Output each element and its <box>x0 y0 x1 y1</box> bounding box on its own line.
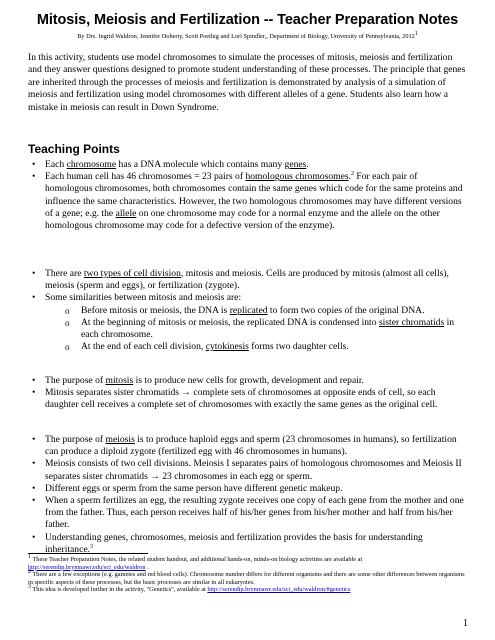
bullet-group-2 <box>28 268 467 353</box>
section-heading: Teaching Points <box>28 142 120 156</box>
footnote-ref-2: 2 <box>350 171 354 178</box>
sub-bullets-similarities <box>45 305 467 354</box>
footnote-1-link[interactable]: http://serendip.brynmawr.edu/sci_edu/waldron <box>28 563 146 571</box>
term-sister-chromatids: sister chromatids <box>378 316 445 328</box>
footnote-1: $^1$ These Teacher Preparation Notes, the related student handout, and additional hands-on, minds-on biology activities are available at http://serendip.brynmawr.edu/sci_edu/waldron . <box>28 553 363 571</box>
footnote-ref-1: 1 <box>414 30 418 37</box>
bullet-different-eggs: • Different eggs or sperm from the same person have different genetic makeup. <box>28 483 467 495</box>
footnote-3: $^3$ This idea is developed further in the activity, "Genetics", available at http://serendip.brynmawr.edu/sci_edu/waldron/#genetics <box>28 584 351 594</box>
footnote-divider <box>28 553 148 554</box>
bullet-chromosome: • Each chromosome has a DNA molecule which contains many genes. <box>28 159 467 171</box>
term-chromosome: chromosome <box>66 159 117 170</box>
arrow-icon: → <box>181 387 192 399</box>
intro-paragraph <box>28 52 467 114</box>
document-title: Mitosis, Meiosis and Fertilization -- Teacher Preparation Notes <box>36 12 459 28</box>
term-cytokinesis: cytokinesis <box>205 341 249 353</box>
sub-bullet-sister-chromatids: o At the beginning of mitosis or meiosis, the replicated DNA is condensed into sister chromatids in each chromosome. <box>45 317 467 341</box>
bullet-group-1 <box>28 159 467 232</box>
term-genes: genes <box>284 159 307 170</box>
bullet-purpose-meiosis: • The purpose of meiosis is to produce haploid eggs and sperm (23 chromosomes in humans), so fertilization can produce a diploid zygote (fertilized egg with 46 chromosomes in humans). <box>28 434 467 458</box>
term-inheritance: inheritance <box>45 543 88 555</box>
bullet-similarities: • Some similarities between mitosis and meiosis are: o Before mitosis or meiosis, the DNA is replicated to form two copies of the original DNA. o At the beginning of mitosis or meiosis, the replicated DNA is condensed into sister chromatids in each chromosome. o At the end of each cell division, cytokinesis forms two daughter cells. <box>28 292 467 353</box>
term-mitosis: mitosis <box>105 375 134 386</box>
author-line <box>28 30 467 40</box>
footnotes <box>28 553 468 594</box>
term-two-types-cell-division: two types of cell division <box>83 268 181 279</box>
bullet-meiosis-divisions: • Meiosis consists of two cell divisions. Meiosis I separates pairs of homologous chromosomes and Meiosis II separates sister chromatids → 23 chromosomes in each egg or sperm. <box>28 458 467 482</box>
bullet-group-4 <box>28 434 467 556</box>
bullet-inheritance: • Understanding genes, chromosomes, meiosis and fertilization provides the basis for understanding inheritance.$^3$ <box>28 532 467 556</box>
bullet-purpose-mitosis: • The purpose of mitosis is to produce new cells for growth, development and repair. <box>28 375 467 387</box>
bullet-fertilization: • When a sperm fertilizes an egg, the resulting zygote receives one copy of each gene from the mother and one from the father. Thus, each person receives half of his/her genes from his/her mother and half from his/her father. <box>28 495 467 532</box>
footnote-2: $^2$ There are a few exceptions (e.g. gametes and red blood cells). Chromosome number differs for different organisms and there are some other differences between organisms in specific aspects of these processes, but the basic processes are similar in all eukaryotes. <box>28 569 465 586</box>
bullet-homologous: • Each human cell has 46 chromosomes = 23 pairs of homologous chromosomes.$^2$ For each pair of homologous chromosomes, both chromosomes contain the same genes which code for the same proteins and influence the same characteristics. However, the two homologous chromosomes may have different versions of a gene; e.g. the allele on one chromosome may code for a normal enzyme and the allele on the other homologous chromosome may code for a defective version of the enzyme). <box>28 171 467 232</box>
footnote-3-link[interactable]: http://serendip.brynmawr.edu/sci_edu/waldron/#genetics <box>207 586 351 594</box>
sub-bullet-cytokinesis: o At the end of each cell division, cytokinesis forms two daughter cells. <box>45 341 467 353</box>
page-number: 1 <box>463 618 468 629</box>
bullet-group-3 <box>28 375 467 412</box>
term-homologous-chromosomes: homologous chromosomes <box>245 171 349 183</box>
term-replicated: replicated <box>229 304 268 316</box>
term-meiosis: meiosis <box>105 434 135 445</box>
bullet-two-types: • There are two types of cell division, mitosis and meiosis. Cells are produced by mitosis (almost all cells), meiosis (sperm and eggs), or fertilization (zygote). <box>28 268 467 292</box>
term-allele: allele <box>115 207 137 219</box>
sub-bullet-replicated: o Before mitosis or meiosis, the DNA is replicated to form two copies of the original DNA. <box>45 305 467 317</box>
footnote-ref-3: 3 <box>90 543 94 550</box>
arrow-icon: → <box>150 470 160 482</box>
bullet-mitosis-separates: • Mitosis separates sister chromatids → complete sets of chromosomes at opposite ends of cell, so each daughter cell receives a complete set of chromosomes with exactly the same genes as the original cell. <box>28 387 467 411</box>
author-text: By Drs. Ingrid Waldron, Jennifer Doherty, Scott Poethig and Lori Spindler,, Department of Biology, University of Pennsylvania, 2012 <box>77 33 415 40</box>
intro-text: In this activity, students use model chromosomes to simulate the processes of mitosis, meiosis and fertilization and they answer questions designed to promote student understanding of these processes. The principle that genes are inherited through the processes of meiosis and fertilization is demonstrated by analysis of a simulation of meiosis and fertilization using model chromosomes with different alleles of a gene. Students also learn how a mistake in meiosis can result in Down Syndrome. <box>28 52 466 113</box>
